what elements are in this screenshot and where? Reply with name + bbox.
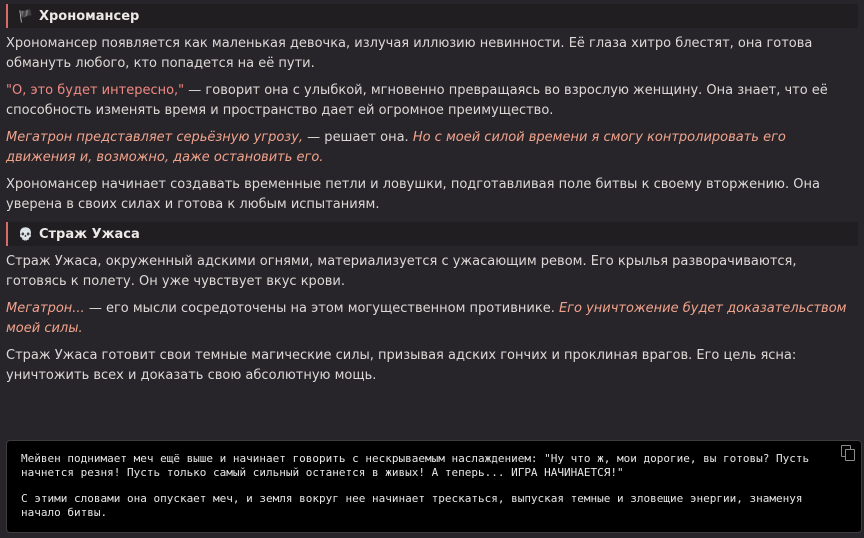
section-body-dread-guard [6,252,858,386]
thought-text: Но с моей силой времени я смогу контролировать его движения и, возможно, даже остановить его. [6,130,786,165]
character-name: Хрономансер [38,8,140,24]
message-paragraph [6,34,858,74]
message-paragraph [6,299,858,339]
character-header-dread-guard [6,222,858,246]
message-paragraph [6,128,858,168]
narration-text: Хрономансер появляется как маленькая девочка, излучая иллюзию невинности. Её глаза хитро блестят, она готова обмануть любого, кто попадется на её пути. [6,36,813,71]
narration-text: Хрономансер начинает создавать временные петли и ловушки, подготавливая поле битвы к своему вторжению. Она уверена в своих силах и готова к любым испытаниям. [6,177,820,212]
code-gap [21,480,847,492]
narration-text: — говорит она с улыбкой, мгновенно превращаясь во взрослую женщину. Она знает, что её способность изменять время и пространство дает ей огромное преимущество. [6,83,828,118]
character-name: Страж Ужаса [38,226,140,242]
thought-text: Мегатрон представляет серьёзную угрозу, [6,130,304,145]
narration-text: — решает она. [303,130,413,145]
flag-icon: 🏴 [18,9,33,23]
skull-icon: 💀 [18,227,33,241]
section-body-chronomancer [6,34,858,215]
code-block [6,440,862,533]
character-header-chronomancer [6,4,858,28]
code-line: Мейвен поднимает меч ещё выше и начинает говорить с нескрываемым наслаждением: "Ну что ж, мои дорогие, вы готовы? Пусть начнется резня! Пусть только самый сильный останется в живых! А теперь... ИГРА НАЧИНАЕТСЯ!" [21,452,816,479]
dialogue-text: "О, это будет интересно," [6,83,185,98]
narration-text: Страж Ужаса готовит свои темные магические силы, призывая адских гончих и проклиная врагов. Его цель ясна: уничтожить всех и доказать свою абсолютную мощь. [6,348,797,383]
thought-text: Его уничтожение будет доказательством моей силы. [6,301,847,336]
narration-text: Страж Ужаса, окруженный адскими огнями, материализуется с ужасающим ревом. Его крылья разворачиваются, готовясь к полету. Он уже чувствует вкус крови. [6,254,797,289]
copy-icon[interactable] [841,445,855,461]
message-paragraph [6,81,858,121]
narration-text: — его мысли сосредоточены на этом могущественном противнике. [84,301,559,316]
code-line: С этими словами она опускает меч, и земля вокруг нее начинает трескаться, выпуская темные и зловещие энергии, знаменуя начало битвы. [21,492,810,519]
message-paragraph [6,346,858,386]
copy-icon-front [845,449,855,461]
message-paragraph [6,252,858,292]
message-paragraph [6,175,858,215]
thought-text: Мегатрон... [6,301,85,316]
